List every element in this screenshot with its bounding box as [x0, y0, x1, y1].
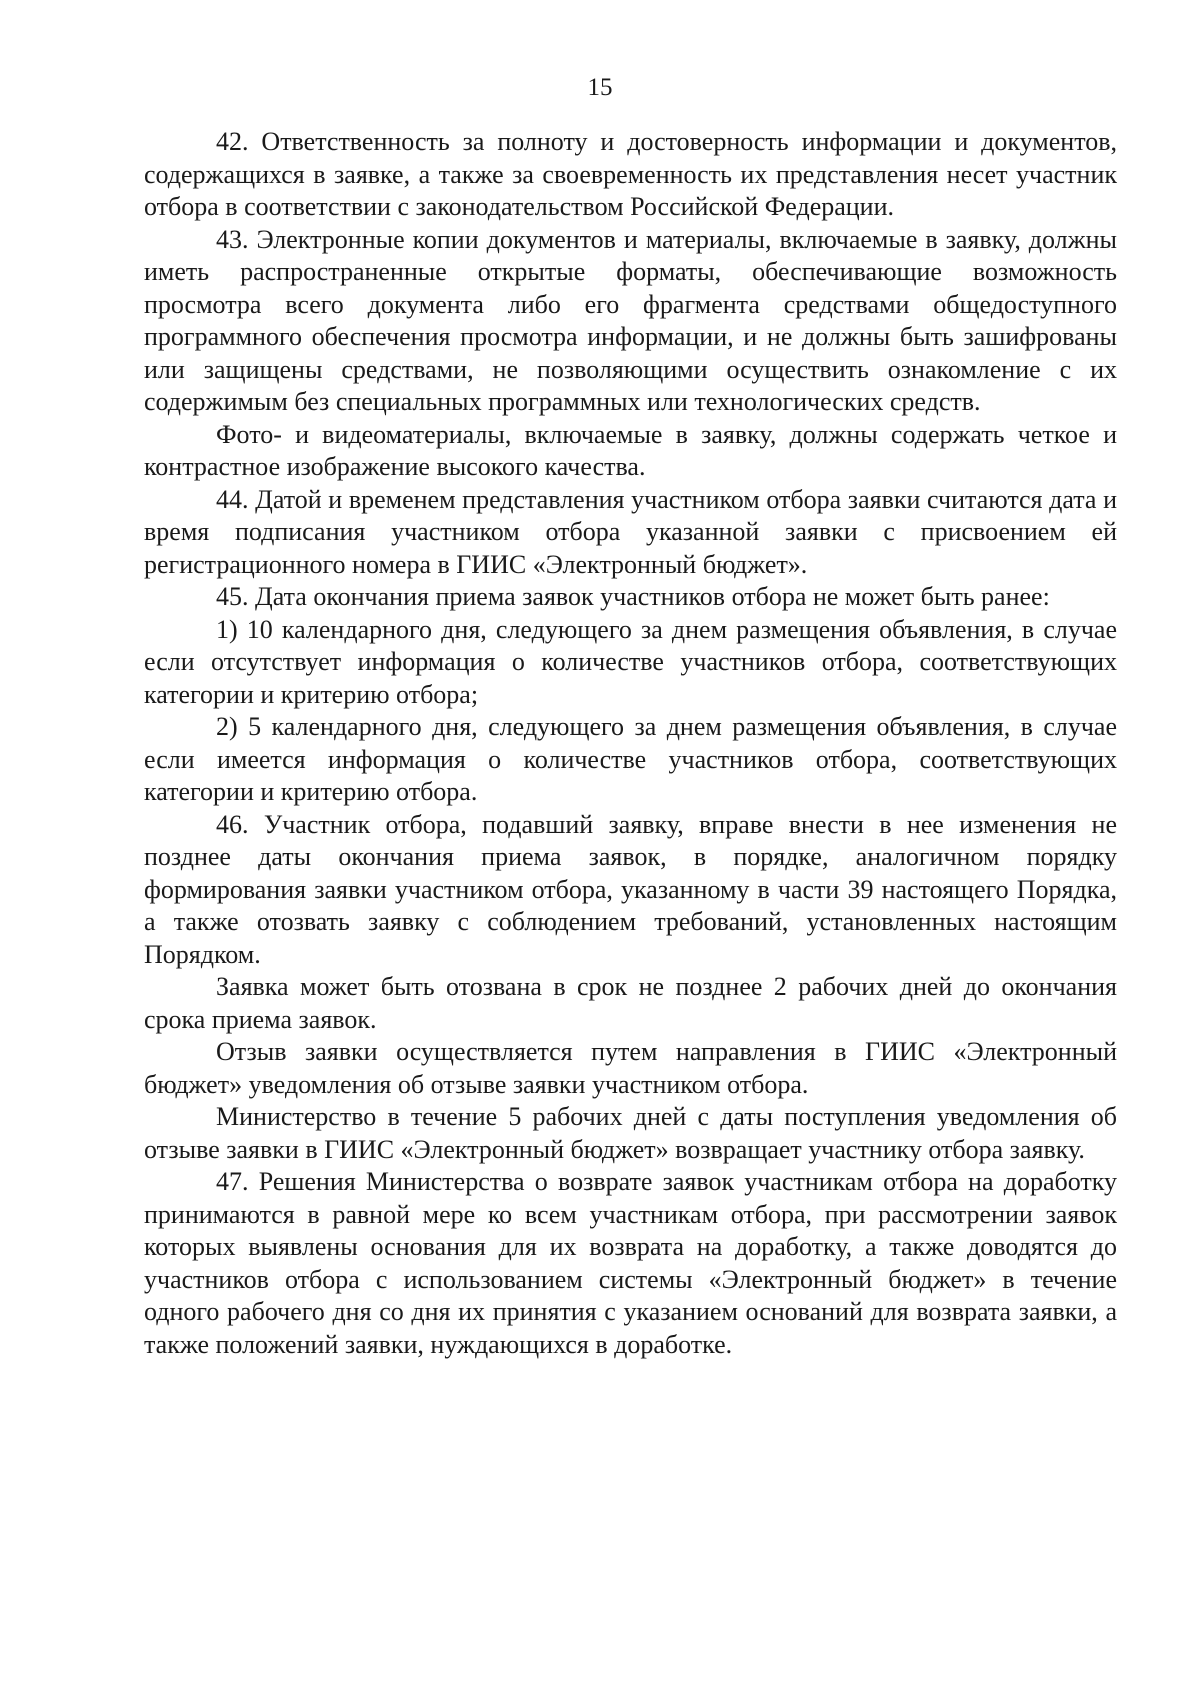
paragraph-45-item-1: 1) 10 календарного дня, следующего за днем размещения объявления, в случае если отсутствует информация о количестве участников отбора, соответствующих категории и критерию отбора;: [144, 614, 1117, 709]
document-body: [144, 126, 1117, 1361]
paragraph-withdrawal-method: Отзыв заявки осуществляется путем направления в ГИИС «Электронный бюджет» уведомления об отзыве заявки участником отбора.: [144, 1037, 1117, 1099]
page-number: 15: [587, 74, 613, 101]
paragraph-46: 46. Участник отбора, подавший заявку, вправе внести в нее изменения не позднее даты окончания приема заявок, в порядке, аналогичном порядку формирования заявки участником отбора, указанному в части 39 настоящего Порядка, а также отозвать заявку с соблюдением требований, установленных настоящим Порядком.: [144, 809, 1117, 969]
paragraph-43: 43. Электронные копии документов и материалы, включаемые в заявку, должны иметь распространенные открытые форматы, обеспечивающие возможность просмотра всего документа либо его фрагмента средствами общедоступного программного обеспечения просмотра информации, и не должны быть зашифрованы или защищены средствами, не позволяющими осуществить ознакомление с их содержимым без специальных программных или технологических средств.: [144, 224, 1117, 416]
paragraph-ministry-return: Министерство в течение 5 рабочих дней с даты поступления уведомления об отзыве заявки в ГИИС «Электронный бюджет» возвращает участнику отбора заявку.: [144, 1102, 1117, 1164]
paragraph-44: 44. Датой и временем представления участником отбора заявки считаются дата и время подписания участником отбора указанной заявки с присвоением ей регистрационного номера в ГИИС «Электронный бюджет».: [144, 484, 1117, 579]
paragraph-withdrawal-deadline: Заявка может быть отозвана в срок не позднее 2 рабочих дней до окончания срока приема заявок.: [144, 972, 1117, 1034]
paragraph-42: 42. Ответственность за полноту и достоверность информации и документов, содержащихся в заявке, а также за своевременность их представления несет участник отбора в соответствии с законодательством Российской Федерации.: [144, 127, 1117, 221]
paragraph-45-item-2: 2) 5 календарного дня, следующего за днем размещения объявления, в случае если имеется информация о количестве участников отбора, соответствующих категории и критерию отбора.: [144, 712, 1117, 806]
paragraph-45: 45. Дата окончания приема заявок участников отбора не может быть ранее:: [216, 582, 1050, 611]
paragraph-47: 47. Решения Министерства о возврате заявок участникам отбора на доработку принимаются в равной мере ко всем участникам отбора, при рассмотрении заявок которых выявлены основания для их возврата на доработку, а также доводятся до участников отбора с использованием системы «Электронный бюджет» в течение одного рабочего дня со дня их принятия с указанием оснований для возврата заявки, а также положений заявки, нуждающихся в доработке.: [144, 1167, 1117, 1359]
paragraph-photo-video: Фото- и видеоматериалы, включаемые в заявку, должны содержать четкое и контрастное изображение высокого качества.: [144, 419, 1117, 481]
